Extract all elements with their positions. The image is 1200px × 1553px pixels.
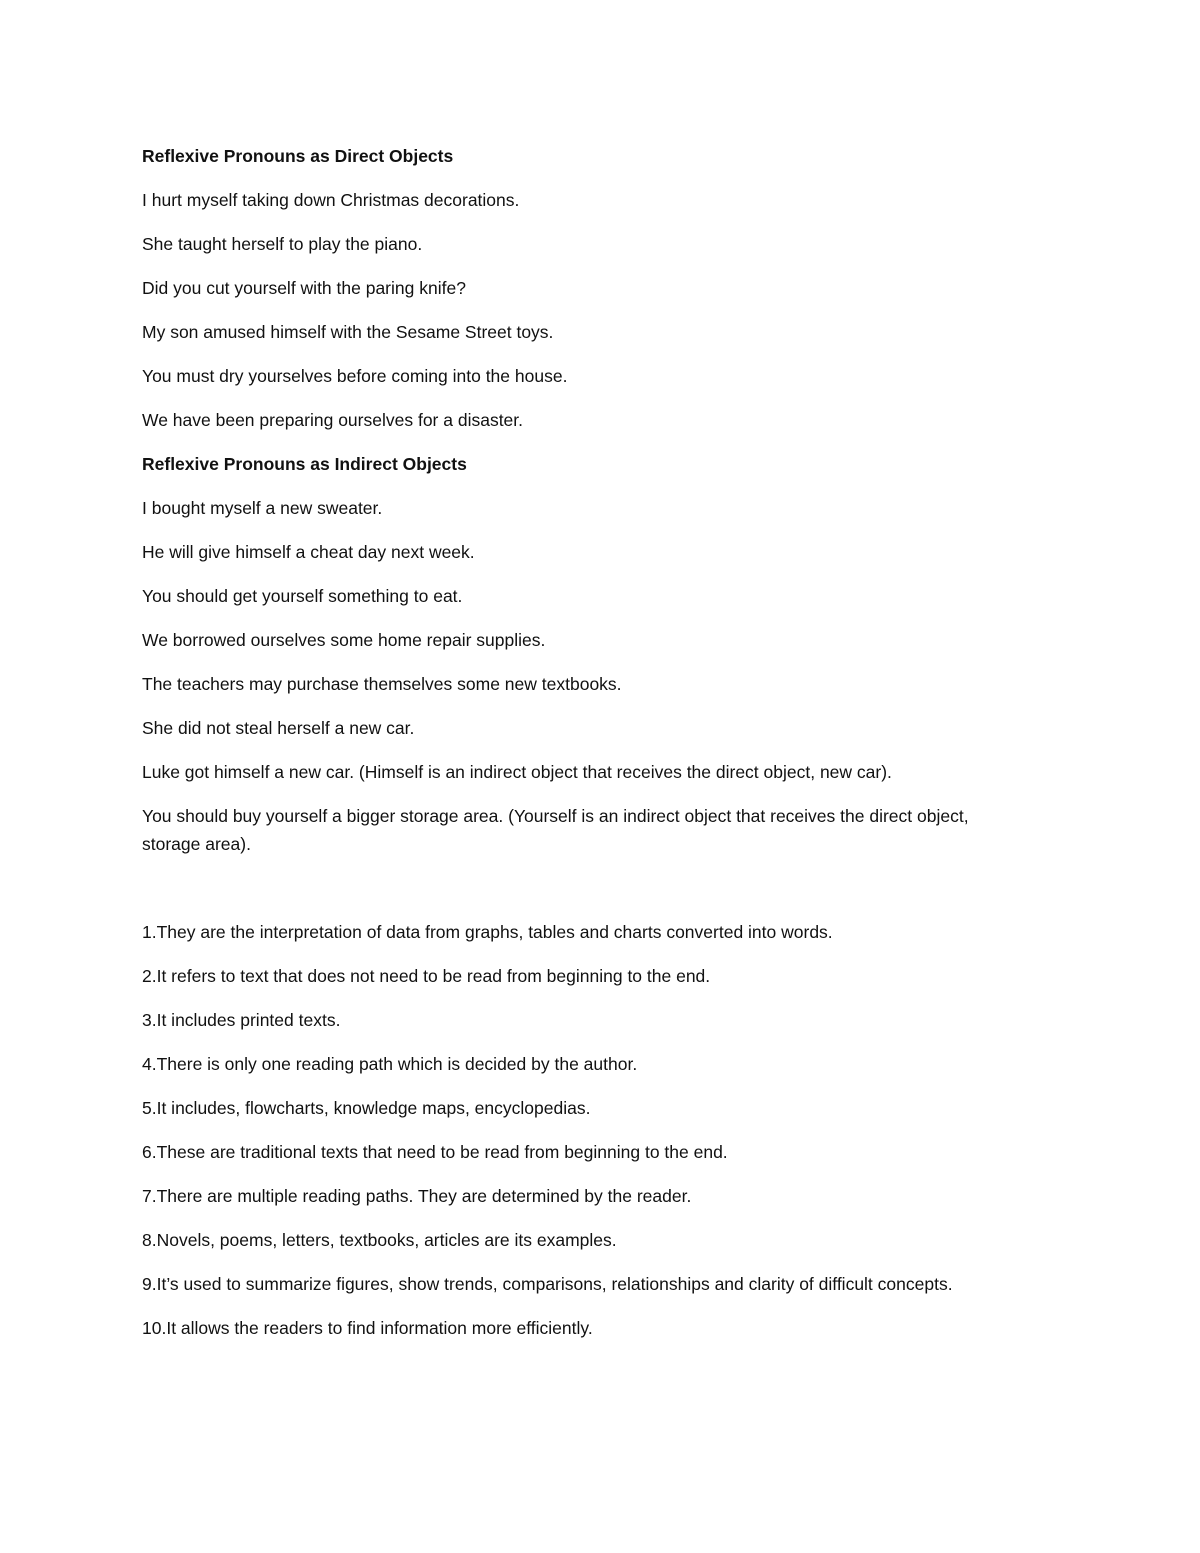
- question-item: 2.It refers to text that does not need to be read from beginning to the end.: [142, 966, 711, 986]
- question-item: 7.There are multiple reading paths. They are determined by the reader.: [142, 1186, 692, 1206]
- example-sentence: She taught herself to play the piano.: [142, 234, 423, 254]
- question-item: 5.It includes, flowcharts, knowledge maps, encyclopedias.: [142, 1098, 591, 1118]
- section-heading-indirect-objects: Reflexive Pronouns as Indirect Objects: [142, 454, 467, 474]
- example-sentence: We borrowed ourselves some home repair supplies.: [142, 630, 546, 650]
- section-heading-direct-objects: Reflexive Pronouns as Direct Objects: [142, 146, 454, 166]
- example-sentence: I bought myself a new sweater.: [142, 498, 383, 518]
- example-sentence: She did not steal herself a new car.: [142, 718, 415, 738]
- document-page: [142, 142, 1022, 1358]
- question-item: 10.It allows the readers to find information more efficiently.: [142, 1318, 593, 1338]
- question-item: 6.These are traditional texts that need to be read from beginning to the end.: [142, 1142, 728, 1162]
- question-item: 1.They are the interpretation of data from graphs, tables and charts converted into words.: [142, 922, 833, 942]
- question-item: 4.There is only one reading path which is decided by the author.: [142, 1054, 638, 1074]
- blank-line: [142, 874, 1022, 918]
- example-sentence: You should buy yourself a bigger storage area. (Yourself is an indirect object that receives the direct object, storage area).: [142, 806, 969, 854]
- example-sentence: The teachers may purchase themselves some new textbooks.: [142, 674, 622, 694]
- example-sentence: He will give himself a cheat day next week.: [142, 542, 475, 562]
- question-item: 8.Novels, poems, letters, textbooks, articles are its examples.: [142, 1230, 617, 1250]
- question-item: 9.It’s used to summarize figures, show trends, comparisons, relationships and clarity of difficult concepts.: [142, 1274, 953, 1294]
- example-sentence: We have been preparing ourselves for a disaster.: [142, 410, 524, 430]
- example-sentence: My son amused himself with the Sesame Street toys.: [142, 322, 554, 342]
- example-sentence: You must dry yourselves before coming into the house.: [142, 366, 568, 386]
- question-item: 3.It includes printed texts.: [142, 1010, 341, 1030]
- example-sentence: Did you cut yourself with the paring knife?: [142, 278, 466, 298]
- example-sentence: You should get yourself something to eat.: [142, 586, 463, 606]
- example-sentence: Luke got himself a new car. (Himself is an indirect object that receives the direct object, new car).: [142, 762, 892, 782]
- example-sentence: I hurt myself taking down Christmas decorations.: [142, 190, 520, 210]
